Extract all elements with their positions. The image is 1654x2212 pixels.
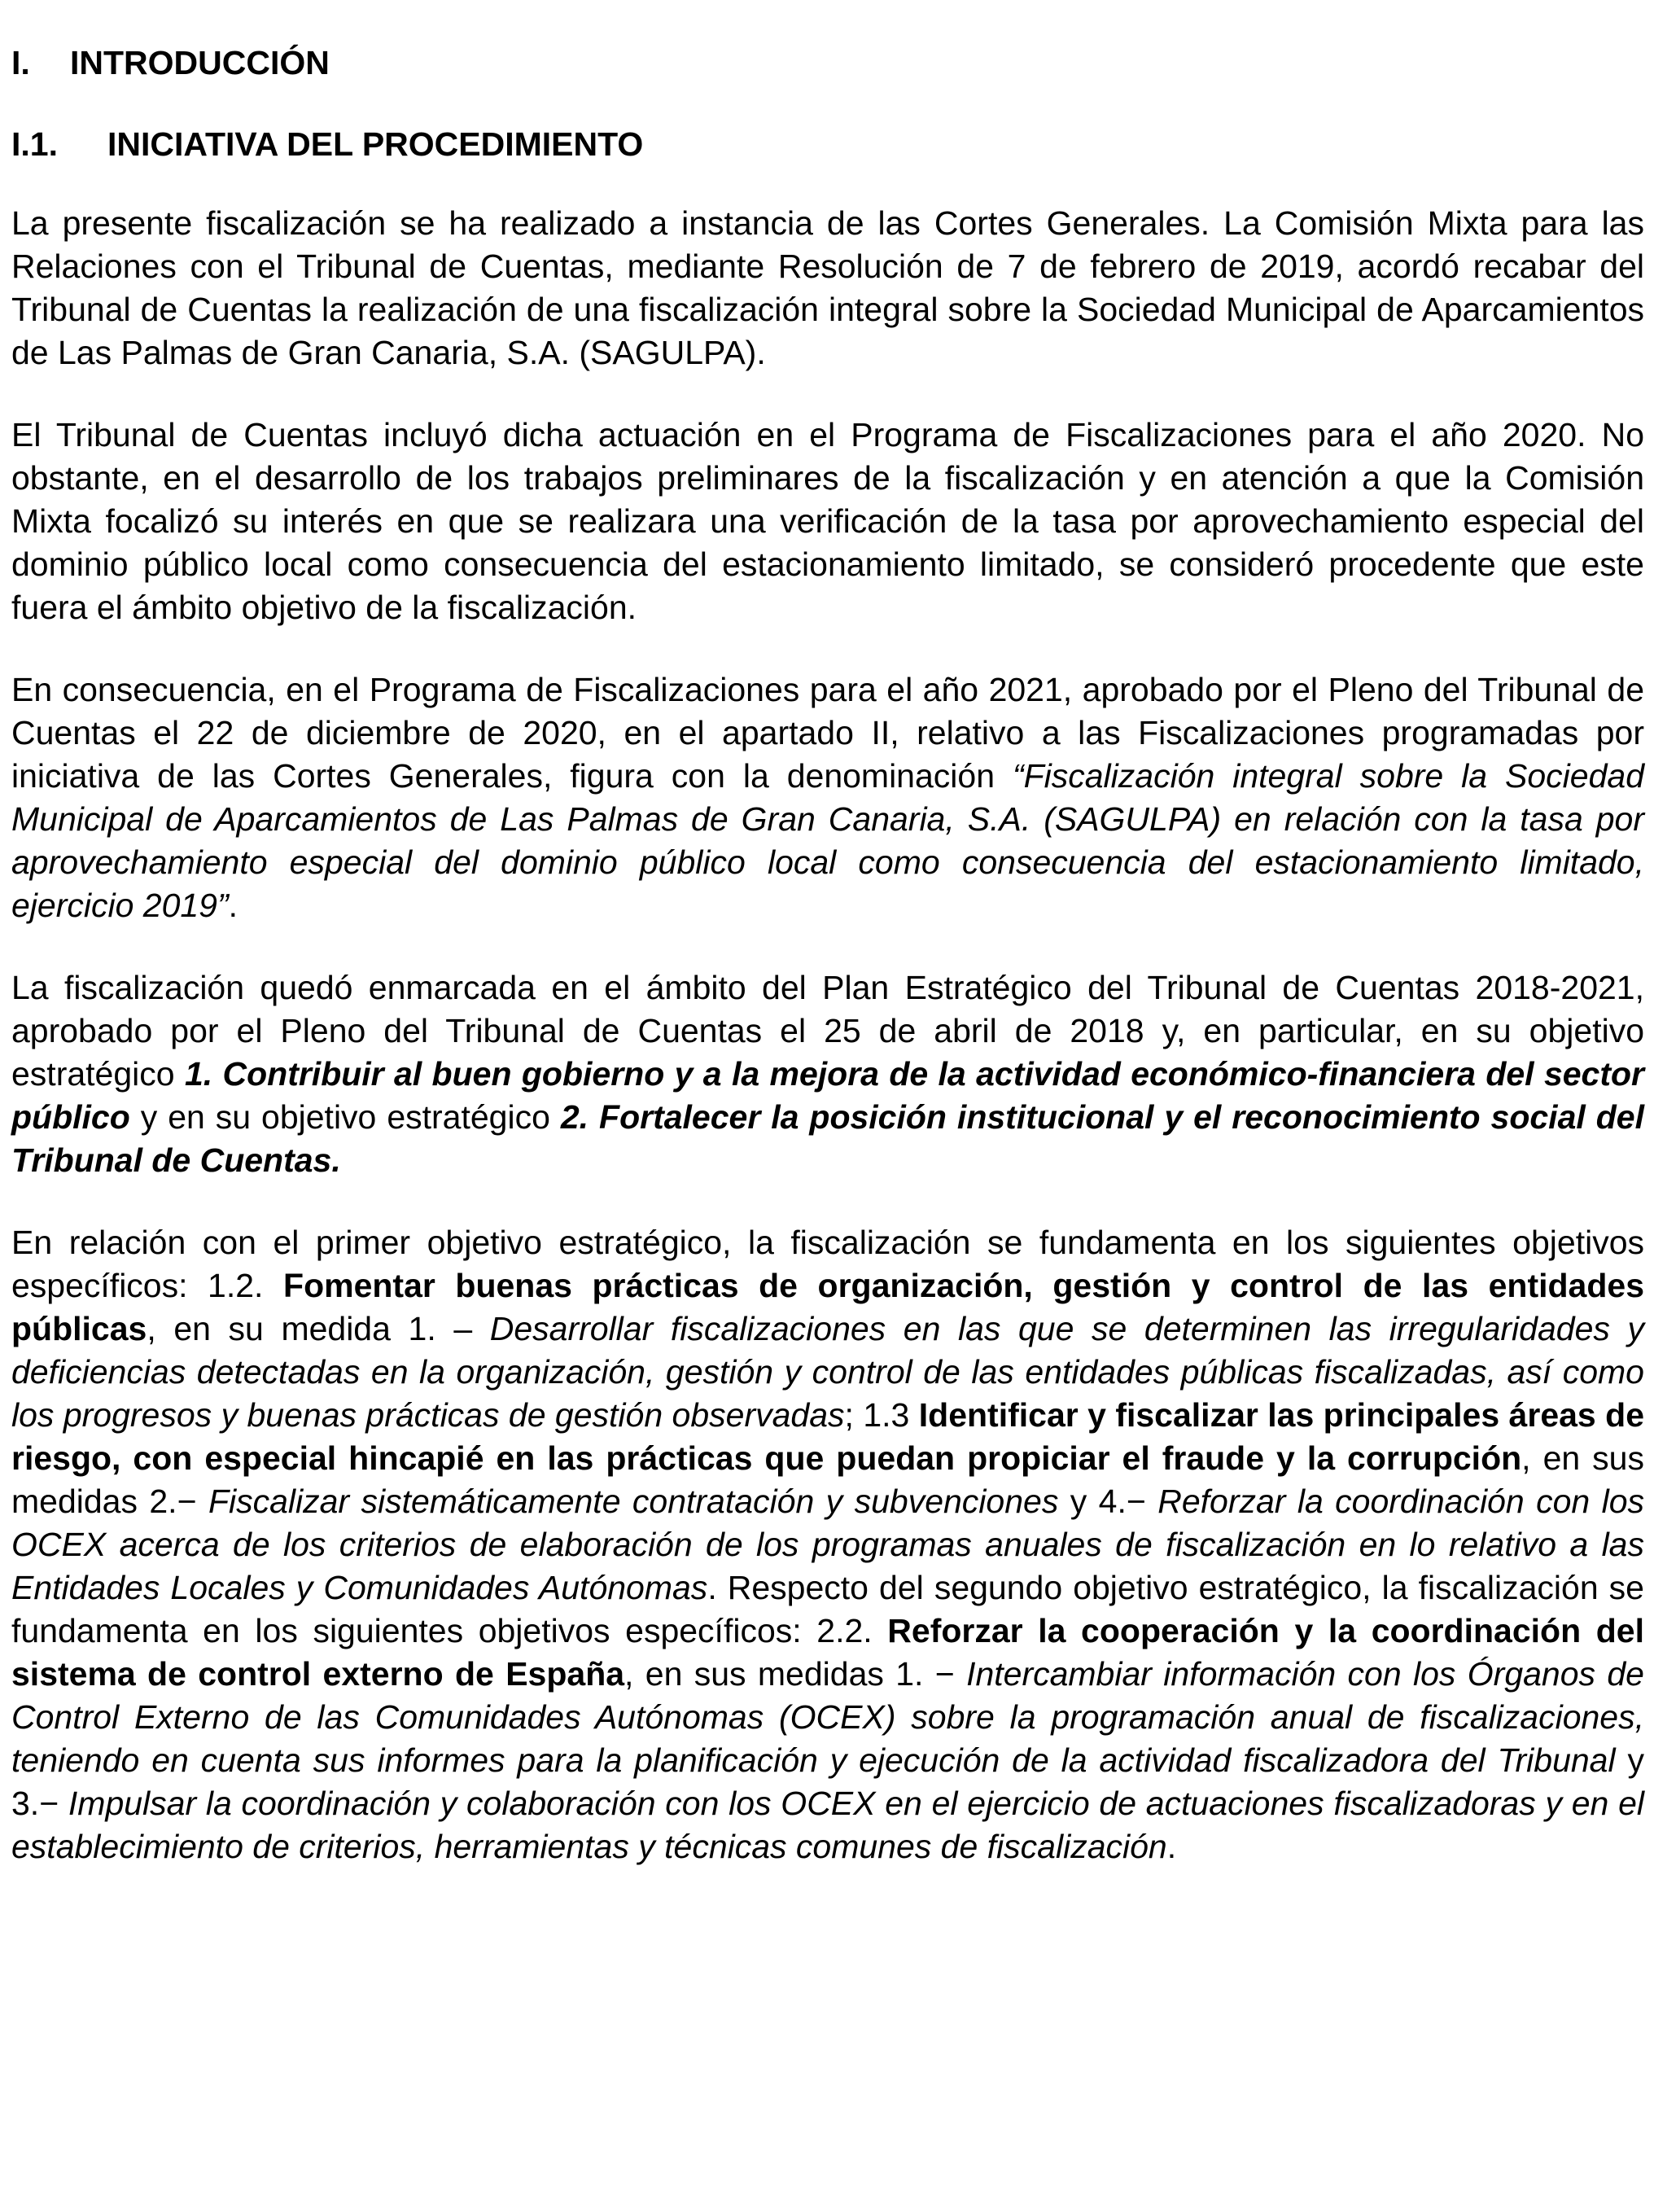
- strategic-objective-2: 2. Fortalecer la posición institucional y el reconocimiento social del Tribunal de Cuentas.: [11, 1098, 1644, 1179]
- paragraph-3-end: .: [228, 887, 238, 924]
- section-heading: [11, 39, 1644, 86]
- measure-1-2-1: Desarrollar fiscalizaciones en las que se determinen las irregularidades y deficiencias detectadas en la organización, gestión y control de las entidades públicas fiscalizadas, así como los progresos y buenas prácticas de gestión observadas: [11, 1310, 1644, 1434]
- p5-text-4: , en sus medidas 2.−: [11, 1439, 1644, 1520]
- paragraph-3: [11, 668, 1644, 927]
- section-title: INTRODUCCIÓN: [70, 44, 330, 81]
- paragraph-5: [11, 1221, 1644, 1868]
- p5-text-3: ; 1.3: [844, 1396, 919, 1434]
- section-number: I.: [11, 44, 30, 81]
- document-page: [11, 39, 1644, 1908]
- subsection-heading: [11, 120, 1644, 168]
- p5-text-5: y 4.−: [1058, 1483, 1158, 1520]
- paragraph-1: La presente fiscalización se ha realizado a instancia de las Cortes Generales. La Comisión Mixta para las Relaciones con el Tribunal de Cuentas, mediante Resolución de 7 de febrero de 2019, acordó recabar del Tribunal de Cuentas la realización de una fiscalización integral sobre la Sociedad Municipal de Aparcamientos de Las Palmas de Gran Canaria, S.A. (SAGULPA).: [11, 204, 1644, 371]
- specific-objective-2-2: Reforzar la cooperación y la coordinación del sistema de control externo de España: [11, 1612, 1644, 1693]
- p5-text-6: . Respecto del segundo objetivo estratégico, la fiscalización se fundamenta en los siguientes objetivos específicos: 2.2.: [11, 1569, 1644, 1649]
- paragraph-4-connector: y en su objetivo estratégico: [129, 1098, 561, 1136]
- p5-text-7: , en sus medidas 1. −: [624, 1655, 967, 1693]
- specific-objective-1-3: Identificar y fiscalizar las principales áreas de riesgo, con especial hincapié en las prácticas que puedan propiciar el fraude y la corrupción: [11, 1396, 1644, 1477]
- subsection-number: I.1.: [11, 125, 58, 163]
- strategic-objective-1: 1. Contribuir al buen gobierno y a la mejora de la actividad económico-financiera del sector público: [11, 1055, 1644, 1136]
- paragraph-4: [11, 966, 1644, 1182]
- p5-text-2: , en su medida 1. –: [147, 1310, 490, 1347]
- p5-text-9: .: [1166, 1828, 1177, 1865]
- paragraph-3-text: En consecuencia, en el Programa de Fiscalizaciones para el año 2021, aprobado por el Pleno del Tribunal de Cuentas el 22 de diciembre de 2020, en el apartado II, relativo a las Fiscalizaciones programadas por iniciativa de las Cortes Generales, figura con la denominación: [11, 671, 1644, 795]
- subsection-title: INICIATIVA DEL PROCEDIMIENTO: [107, 125, 644, 163]
- paragraph-2: El Tribunal de Cuentas incluyó dicha actuación en el Programa de Fiscalizaciones para el año 2020. No obstante, en el desarrollo de los trabajos preliminares de la fiscalización y en atención a que la Comisión Mixta focalizó su interés en que se realizara una verificación de la tasa por aprovechamiento especial del dominio público local como consecuencia del estacionamiento limitado, se consideró procedente que este fuera el ámbito objetivo de la fiscalización.: [11, 416, 1644, 626]
- measure-2-2-3: Impulsar la coordinación y colaboración con los OCEX en el ejercicio de actuaciones fiscalizadoras y en el establecimiento de criterios, herramientas y técnicas comunes de fiscalización: [11, 1785, 1644, 1865]
- measure-2-2-1: Intercambiar información con los Órganos de Control Externo de las Comunidades Autónomas (OCEX) sobre la programación anual de fiscalizaciones, teniendo en cuenta sus informes para la planificación y ejecución de la actividad fiscalizadora del Tribunal: [11, 1655, 1644, 1779]
- p5-text-1: En relación con el primer objetivo estratégico, la fiscalización se fundamenta en los siguientes objetivos específicos: 1.2.: [11, 1224, 1644, 1304]
- specific-objective-1-2: Fomentar buenas prácticas de organización, gestión y control de las entidades públicas: [11, 1267, 1644, 1347]
- measure-1-3-4: Reforzar la coordinación con los OCEX acerca de los criterios de elaboración de los programas anuales de fiscalización en lo relativo a las Entidades Locales y Comunidades Autónomas: [11, 1483, 1645, 1606]
- p5-text-8: y 3.−: [11, 1741, 1644, 1822]
- paragraph-4-text: La fiscalización quedó enmarcada en el ámbito del Plan Estratégico del Tribunal de Cuentas 2018-2021, aprobado por el Pleno del Tribunal de Cuentas el 25 de abril de 2018 y, en particular, en su objetivo estratégico: [11, 969, 1644, 1093]
- audit-denomination: “Fiscalización integral sobre la Sociedad Municipal de Aparcamientos de Las Palmas de Gran Canaria, S.A. (SAGULPA) en relación con la tasa por aprovechamiento especial del dominio público local como consecuencia del estacionamiento limitado, ejercicio 2019”: [11, 757, 1644, 924]
- measure-1-3-2: Fiscalizar sistemáticamente contratación y subvenciones: [208, 1483, 1059, 1520]
